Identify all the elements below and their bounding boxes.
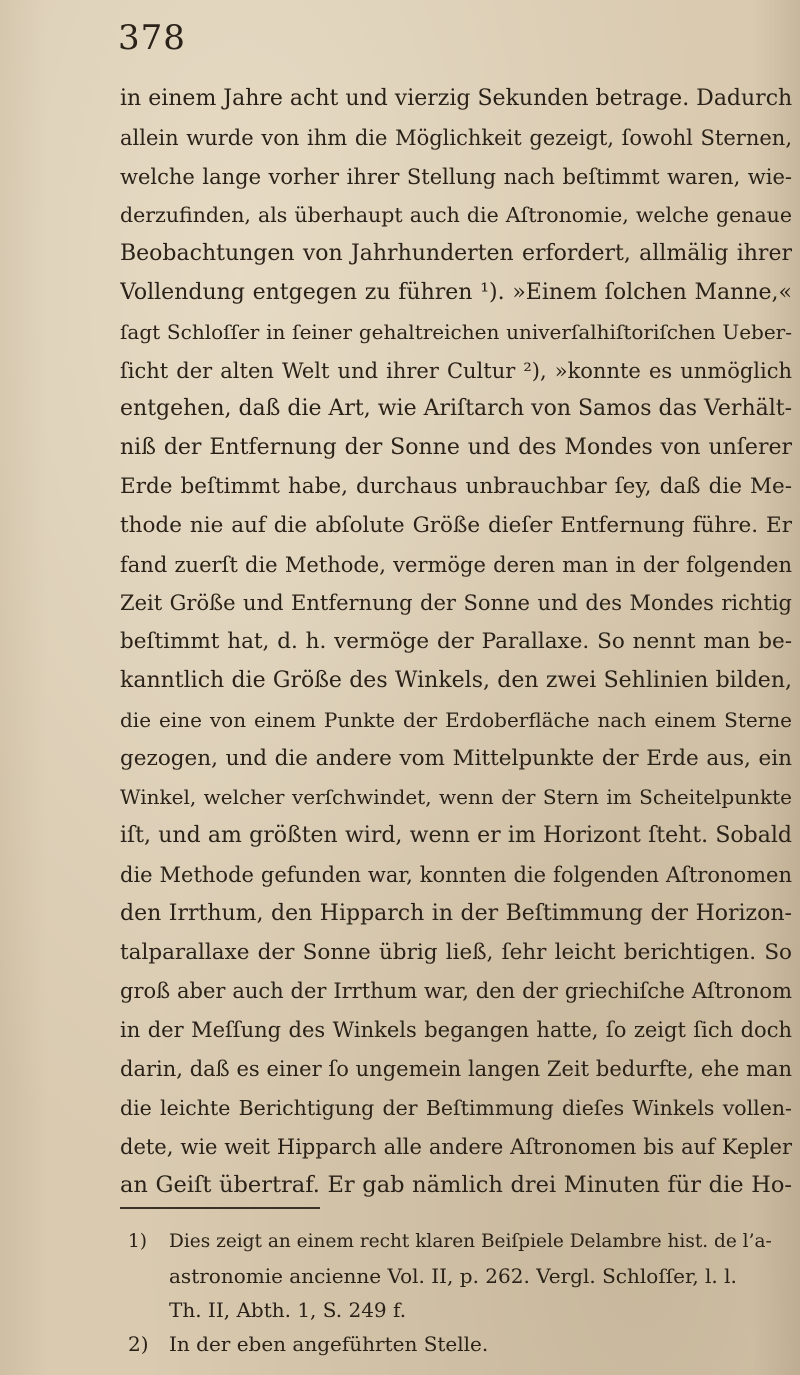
- text-line-19: Winkel, welcher verſchwindet, wenn der Stern im Scheitelpunkte: [120, 785, 792, 810]
- text-line-16: kanntlich die Größe des Winkels, den zwei Sehlinien bilden,: [120, 667, 792, 693]
- footnote-1-marker: 1): [128, 1231, 147, 1252]
- text-line-24: groß aber auch der Irrthum war, den der griechiſche Aſtronom: [120, 979, 792, 1004]
- text-line-10: niß der Entfernung der Sonne und des Mondes von unſerer: [120, 435, 792, 461]
- text-line-14: Zeit Größe und Entfernung der Sonne und des Mondes richtig: [120, 591, 792, 616]
- text-line-23: talparallaxe der Sonne übrig ließ, ſehr leicht berichtigen. So: [120, 939, 792, 965]
- footnote-1-line-2: astronomie ancienne Vol. II, p. 262. Vergl. Schloſſer, l. l.: [169, 1264, 737, 1288]
- footnote-2-text-1: In der eben angeführten Stelle.: [169, 1332, 489, 1356]
- footnote-2-line-1: [128, 1327, 778, 1361]
- text-line-2: allein wurde von ihm die Möglichkeit gezeigt, ſowohl Sternen,: [120, 125, 792, 150]
- text-line-20: iſt, und am größten wird, wenn er im Horizont ſteht. Sobald: [120, 823, 792, 849]
- footnote-2-marker: 2): [128, 1332, 149, 1356]
- text-line-28: dete, wie weit Hipparch alle andere Aſtronomen bis auf Kepler: [120, 1134, 792, 1159]
- footnote-divider: [120, 1207, 320, 1209]
- text-line-21: die Methode gefunden war, konnten die folgenden Aſtronomen: [120, 862, 792, 887]
- text-line-15: beſtimmt hat, d. h. vermöge der Parallaxe. So nennt man be-: [120, 629, 792, 655]
- text-line-12: thode nie auf die abſolute Größe dieſer Entfernung führe. Er: [120, 512, 792, 538]
- text-line-6: Vollendung entgegen zu führen ¹). »Einem ſolchen Manne,«: [120, 279, 792, 305]
- body-text: [120, 80, 792, 1205]
- text-line-18: gezogen, und die andere vom Mittelpunkte der Erde aus, ein: [120, 745, 792, 771]
- text-line-7: ſagt Schloſſer in ſeiner gehaltreichen univerſalhiſtoriſchen Ueber-: [120, 319, 792, 344]
- footnote-1-line-1: [128, 1225, 778, 1259]
- text-line-1: in einem Jahre acht und vierzig Sekunden betrage. Dadurch: [120, 86, 792, 111]
- text-line-29: an Geiſt übertraf. Er gab nämlich drei Minuten für die Ho-: [120, 1172, 792, 1199]
- page-number: 378: [118, 18, 186, 58]
- text-line-17: die eine von einem Punkte der Erdoberfläche nach einem Sterne: [120, 707, 792, 732]
- footnote-1-line-3: Th. II, Abth. 1, S. 249 f.: [169, 1298, 407, 1322]
- text-line-5: Beobachtungen von Jahrhunderten erfordert, allmälig ihrer: [120, 241, 792, 267]
- text-line-22: den Irrthum, den Hipparch in der Beſtimmung der Horizon-: [120, 900, 792, 926]
- text-line-9: entgehen, daß die Art, wie Ariſtarch von Samos das Verhält-: [120, 396, 792, 422]
- text-line-11: Erde beſtimmt habe, durchaus unbrauchbar ſey, daß die Me-: [120, 473, 792, 499]
- text-line-26: darin, daß es einer ſo ungemein langen Zeit bedurfte, ehe man: [120, 1056, 792, 1081]
- text-line-8: ſicht der alten Welt und ihrer Cultur ²), »konnte es unmöglich: [120, 358, 792, 383]
- text-line-4: derzufinden, als überhaupt auch die Aſtronomie, welche genaue: [120, 203, 792, 228]
- footnotes: [128, 1225, 778, 1361]
- text-line-25: in der Meſſung des Winkels begangen hatte, ſo zeigt ſich doch: [120, 1018, 792, 1043]
- footnote-1-text-1: Dies zeigt an einem recht klaren Beiſpiele Delambre hist. de l’a-: [169, 1231, 772, 1252]
- text-line-3: welche lange vorher ihrer Stellung nach beſtimmt waren, wie-: [120, 164, 792, 189]
- text-line-27: die leichte Berichtigung der Beſtimmung dieſes Winkels vollen-: [120, 1095, 792, 1120]
- text-line-13: fand zuerſt die Methode, vermöge deren man in der folgenden: [120, 552, 792, 577]
